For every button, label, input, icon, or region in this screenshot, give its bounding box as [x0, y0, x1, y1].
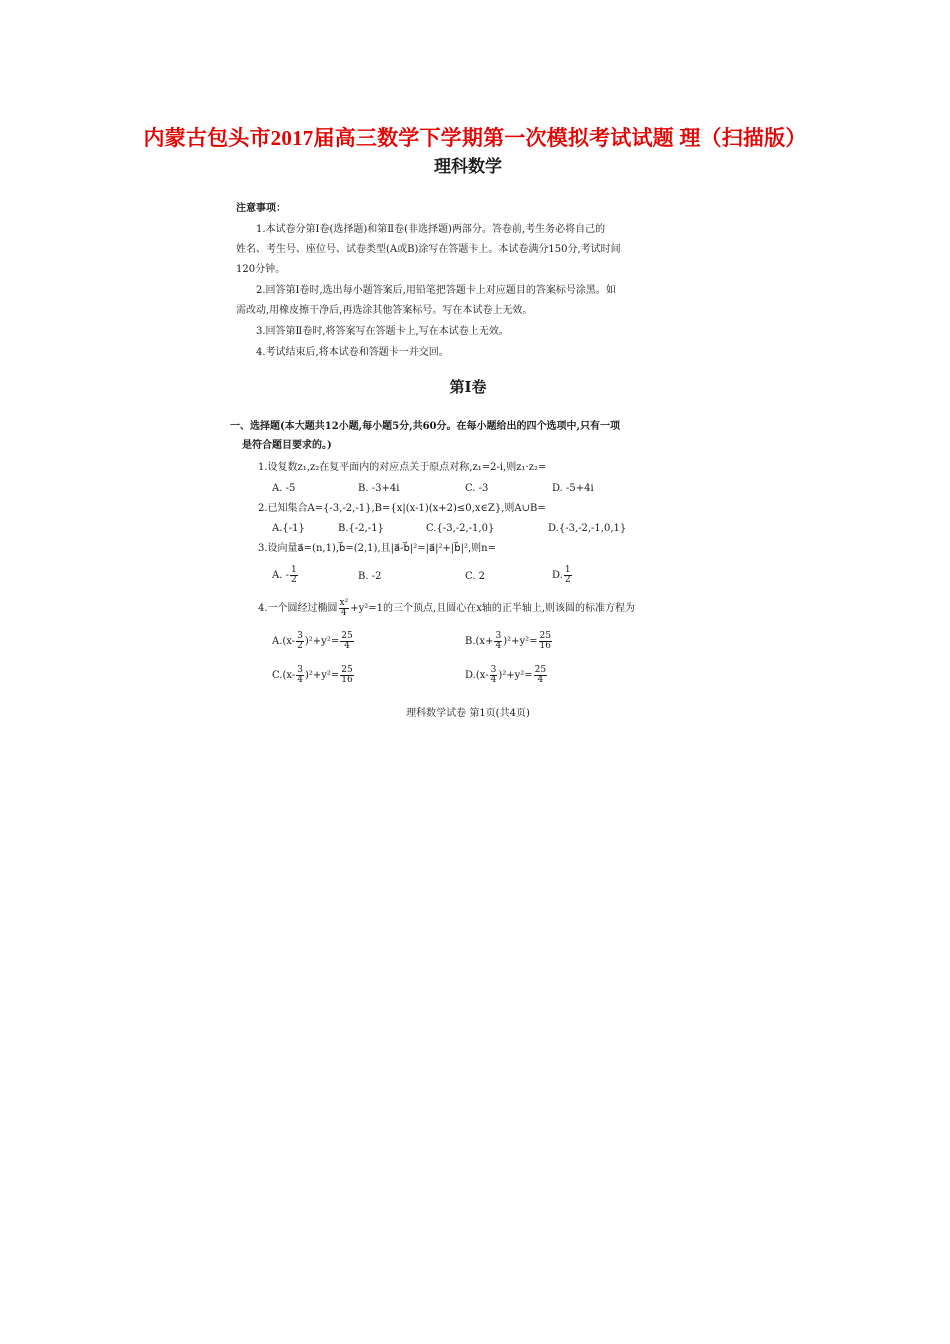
numerator: 3	[495, 631, 502, 641]
question-3-stem: 3.设向量a⃗=(n,1),b⃗=(2,1),且|a⃗-b⃗|²=|a⃗|²+|b⃗|²,则n=	[258, 543, 496, 554]
denominator: 4	[490, 675, 497, 685]
fraction	[290, 566, 298, 585]
numerator: 25	[539, 631, 551, 641]
question-2-option-d: D.{-3,-2,-1,0,1}	[548, 523, 627, 534]
section-instructions: 是符合题目要求的。)	[242, 440, 332, 451]
document-title: 内蒙古包头市2017届高三数学下学期第一次模拟考试试题 理（扫描版）	[143, 126, 807, 150]
section-instructions: 一、选择题(本大题共12小题,每小题5分,共60分。在每小题给出的四个选项中,只有一项	[230, 421, 620, 432]
question-4-option-b	[465, 632, 553, 651]
question-3-option-a	[272, 566, 299, 585]
fraction	[534, 666, 547, 685]
question-2-option-a: A.{-1}	[272, 523, 305, 534]
option-text: )²+y²=	[498, 670, 533, 681]
option-text: )²+y²=	[503, 636, 538, 647]
scanned-exam-page	[228, 152, 708, 727]
denominator: 4	[344, 641, 350, 651]
notice-line: 需改动,用橡皮擦干净后,再选涂其他答案标号。写在本试卷上无效。	[236, 305, 533, 316]
numerator: 25	[341, 631, 353, 641]
numerator: 25	[534, 665, 547, 675]
question-4-option-d	[465, 666, 548, 685]
denominator: 2	[297, 641, 303, 651]
exam-title: 理科数学	[434, 157, 502, 177]
notice-line: 2.回答第Ⅰ卷时,选出每小题答案后,用铅笔把答题卡上对应题目的答案标号涂黑。如	[256, 285, 616, 296]
numerator: 1	[564, 565, 571, 575]
numerator: x²	[339, 598, 349, 608]
question-1-option-d: D. -5+4i	[552, 483, 594, 494]
denominator: 4	[537, 675, 544, 685]
notice-line: 120分钟。	[236, 264, 286, 275]
fraction	[494, 632, 502, 651]
question-1-stem: 1.设复数z₁,z₂在复平面内的对应点关于原点对称,z₁=2-i,则z₁·z₂=	[258, 462, 547, 473]
numerator: 3	[297, 665, 303, 675]
part-title: 第Ⅰ卷	[449, 378, 487, 396]
option-text: )²+y²=	[304, 670, 340, 681]
question-3-option-c: C. 2	[465, 571, 486, 582]
question-3-option-b: B. -2	[358, 571, 382, 582]
numerator: 3	[297, 631, 303, 641]
fraction	[340, 632, 353, 651]
denominator: 16	[539, 641, 551, 651]
question-2-option-b: B.{-2,-1}	[338, 523, 384, 534]
notice-line: 4.考试结束后,将本试卷和答题卡一并交回。	[256, 347, 449, 358]
page-footer: 理科数学试卷 第1页(共4页)	[406, 708, 530, 719]
question-2-option-c: C.{-3,-2,-1,0}	[426, 523, 495, 534]
question-1-option-b: B. -3+4i	[358, 483, 400, 494]
option-prefix: A. -	[272, 570, 289, 581]
fraction	[490, 666, 498, 685]
question-3-option-d	[552, 566, 573, 585]
numerator: 1	[290, 565, 297, 575]
fraction	[296, 666, 304, 685]
denominator: 2	[564, 575, 571, 585]
question-4-option-c	[272, 666, 355, 685]
option-text: B.(x+	[465, 636, 494, 647]
numerator: 3	[490, 665, 497, 675]
notice-line: 姓名、考生号、座位号、试卷类型(A或B)涂写在答题卡上。本试卷满分150分,考试时间	[236, 244, 621, 255]
option-text: A.(x-	[272, 636, 296, 647]
denominator: 2	[290, 575, 297, 585]
stem-text: 4.一个圆经过椭圆	[258, 603, 338, 614]
fraction	[340, 666, 353, 685]
numerator: 25	[341, 665, 353, 675]
fraction	[339, 599, 350, 618]
denominator: 16	[341, 675, 353, 685]
fraction	[539, 632, 552, 651]
question-4-stem	[258, 599, 635, 618]
question-1-option-c: C. -3	[465, 483, 489, 494]
fraction	[296, 632, 304, 651]
notice-line: 3.回答第Ⅱ卷时,将答案写在答题卡上,写在本试卷上无效。	[256, 326, 509, 337]
fraction	[564, 566, 572, 585]
question-1-option-a: A. -5	[272, 483, 296, 494]
notice-heading: 注意事项：	[236, 203, 286, 214]
denominator: 4	[297, 675, 303, 685]
question-4-option-a	[272, 632, 355, 651]
option-text: C.(x-	[272, 670, 296, 681]
question-2-stem: 2.已知集合A={-3,-2,-1},B={x|(x-1)(x+2)≤0,x∈Z},则A∪B=	[258, 503, 546, 514]
option-prefix: D.	[552, 570, 563, 581]
notice-line: 1.本试卷分第Ⅰ卷(选择题)和第Ⅱ卷(非选择题)两部分。答卷前,考生务必将自己的	[256, 224, 606, 235]
denominator: 4	[495, 641, 502, 651]
denominator: 4	[341, 608, 347, 618]
option-text: D.(x-	[465, 670, 489, 681]
option-text: )²+y²=	[304, 636, 340, 647]
stem-text: +y²=1的三个顶点,且圆心在x轴的正半轴上,则该圆的标准方程为	[350, 603, 636, 614]
